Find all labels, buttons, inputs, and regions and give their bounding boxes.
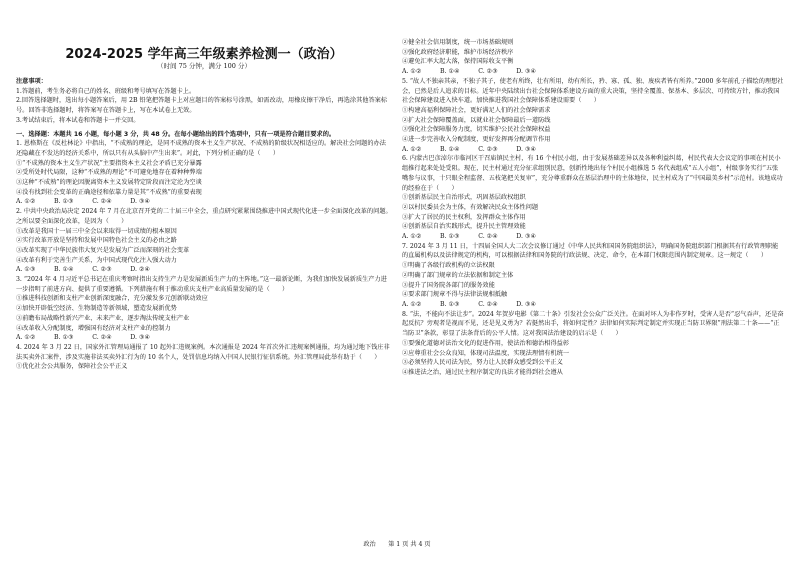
option: ④创新基层自治实践形式，提升民主管理效能 [402, 223, 526, 231]
left-column [16, 0, 392, 372]
option: ③改革实现了中华民族伟大复兴是发展为广泛而深刻的社会变革 [16, 246, 190, 254]
option: ①改革是我国十一届三中全会以来取得一切成绩的根本原因 [16, 227, 177, 235]
question-stem: 7. 2024 年 3 月 11 日，十四届全国人大二次会议修订通过《中华人民共和国国务院组织法》，明确国务院组织部门根据其有行政管理职能的直属机构以及法律规定的机构，可以根据法律和国务院的行政法规、决定、命令，在本部门权限范围内制定规章。这一规定（ ） [402, 242, 779, 260]
option: ④没有找到社会变革的正确途径和依靠力量是其“不成熟”的重要表现 [16, 188, 202, 196]
question-stem: 3. “2024 年 4 月习近平总书记在重庆考察时指出支持生产力是发展新质生产力的主阵地。”这一最新论断，为我们加快发展新质生产力进一步指明了前进方向、提供了重要遵循。下列措施有利于推动重庆支柱产业高质量发展的是（ ） [16, 276, 387, 293]
question-stem: 8. “法，不能向不法让步”。2024 年贺岁电影《第二十条》引发社会公众广泛关注。在面对坏人为非作歹时，受害人是否“忍气吞声，还是奋起反抗？旁观者是视而不见，还是见义勇为？若挺然出手，将如何定性？法律如何实际判定制定并实现正当防卫界限”刑法第二十条——“正当防卫”条款，彰显了法条背后的公平人情。这对我国法治建设的启示是（ ） [402, 310, 784, 338]
option: ②受所处时代局限，这种“不成熟的理论”不可避免地存在着种种弊端 [16, 169, 202, 177]
option: ③必须坚持人民司法为民，努力让人民群众感受到公平正义 [402, 359, 563, 367]
exam-subtitle: （时间 75 分钟，满分 100 分） [157, 62, 251, 70]
option: ③前瞻布局战略性新兴产业、未来产业，逐步淘汰传统支柱产业 [16, 314, 190, 322]
option: ④改革收入分配制度，增强国有经济对支柱产业的控制力 [16, 324, 171, 332]
answer-choices: A. ①③ B. ①④ C. ②③ D. ②④ [16, 266, 151, 274]
question-stem: 4. 2024 年 3 月 22 日，国家外汇管理局通报了 10 起外汇违规案例。本次通报是 2024 年首次外汇违规案例通报，均为通过地下钱庄非法买卖外汇案件，涉及实施非法买卖外汇行为的 10 名个人，处罚信息均纳入中国人民银行征信系统。外汇管理局此举有助于（ ） [16, 343, 390, 361]
question-stem: 6. 内蒙古巴彦淖尔市临河区干召庙镇民主村，有 16 个村民小组，由于发展基础差异以及各种利益纠葛，村民代表大会议定的事项在村民小组推行起来处处受阻。现在，民主村通过充分征求组别民意，创新性地出每个村民小组推选 5 名代表组成“五人小组”，村级事务实行“五张嘴参与议事，十只眼全程监督、五枝笔把关复审”，充分尊重群众在基层治理中的主体地位，民主村成为了“中国最美乡村”示范村。该地成功的经验在于（ ） [402, 155, 783, 192]
question-8 [402, 310, 784, 378]
option: ①推进科技创新和支柱产业创新深度融合，充分激发多元创新联动效应 [16, 295, 208, 303]
option: ②加快开辟低空经济、生物制造等新领域，塑造发展新优势 [16, 305, 177, 313]
option: ②扩大社会保障覆盖面，以就业社会保障最后一道防线 [402, 116, 551, 124]
option: ④要求部门规章不得与法律法规相抵触 [402, 291, 508, 299]
answer-choices: A. ①② B. ①③ C. ②④ D. ③④ [402, 300, 537, 308]
option: ③这种“不成熟”的理论因脱离资本主义发展特定阶段而注定沦为空谈 [16, 179, 202, 187]
right-column [402, 38, 784, 378]
option: ②健全社会信用制度，统一市场基础规则 [402, 39, 514, 46]
answer-choices: A. ①② B. ①③ C. ②④ D. ③④ [16, 334, 151, 342]
option: ②实行改革开放是坚持和发展中国特色社会主义的必由之路 [16, 237, 177, 245]
question-stem: 5. “故人不独亲其亲，不独子其子，使老有所终，壮有所用，幼有所长，矜、寡、孤、独、废疾者皆有所养。”2000 多年前孔子描绘的理想社会，已然是后人追求的目标。近年中央陆续出台社会保障体系建设方面的重大决策，坚持全覆盖、保基本、多层次、可持续方针，推动我国社会保障建设进入快车道。加快推进我国社会保障体系建设需要（ ） [402, 77, 784, 105]
question-3 [16, 275, 392, 343]
question-6 [402, 154, 784, 241]
option: ③提升了国务院各部门的服务效能 [402, 281, 495, 289]
page-footer: 政治 第 1 页 共 4 页 [363, 541, 431, 548]
notice-2: 2.回答选择题时，选出每小题答案后，用 2B 铅笔把答题卡上对应题目的答案标号涂黑，如需改动，用橡皮擦干净后，再选涂其他答案标号。回答非选择题时，将答案写在答题卡上，写在本试卷上无效。 [16, 97, 388, 115]
option: ③强化政府经济职能，维护市场经济秩序 [402, 48, 514, 56]
option: ①明确了各级行政机构的立法权限 [402, 262, 495, 270]
option: ④推进法之治，通过民主程序制定的良法才能得到社会遵从 [402, 368, 563, 376]
answer-choices: A. ①② B. ①④ C. ②③ D. ③④ [402, 68, 537, 76]
question-stem: 2. 中共中央政治局决定 2024 年 7 月在北京召开党的二十届三中全会，重点研究紧紧围绕推进中国式现代化进一步全面深化改革的问题。之所以要全面深化改革，是因为（ ） [16, 208, 392, 225]
question-2 [16, 207, 392, 275]
option: ②以村民委员会为主体，有效解决民众主体性问题 [402, 203, 539, 211]
question-1 [16, 139, 392, 207]
question-stem: 1. 恩格斯在《反杜林论》中指出，“不成熟的理论，是同不成熟的资本主义生产状况、不成熟的阶级状况相适应的。解决社会问题的办法还隐藏在不发达的经济关系中，所以只有从头脑中产生出来”。对此，下列分析正确的是（ ） [16, 140, 386, 157]
option: ②应尊重社会公众良知，体现司法温度，实现法理情有机统一 [402, 349, 570, 357]
option: ①要强化道德对法治文化的促进作用，使法治和德治相得益彰 [402, 339, 570, 347]
option: ④改革有利于完善生产关系，为中国式现代化注入强大动力 [16, 256, 177, 264]
option: ①创新基层民主自治形式，巩固基层政权组织 [402, 194, 526, 202]
option: ②明确了部门规章的立法依据和制定主体 [402, 271, 514, 279]
section-heading: 一、选择题：本题共 16 小题，每小题 3 分，共 48 分。在每小题给出的四个选项中，只有一项是符合题目要求的。 [16, 130, 336, 138]
notice-3: 3.考试结束后，将本试卷和答题卡一并交回。 [16, 116, 140, 124]
question-7 [402, 242, 784, 310]
question-5 [402, 77, 784, 155]
answer-choices: A. ①② B. ①③ C. ②④ D. ③④ [402, 233, 537, 241]
option: ④进一步完善收入分配制度，更好发挥再分配调节作用 [402, 136, 551, 144]
page-title: 2024-2025 学年高三年级素养检测一（政治） [65, 47, 343, 62]
option: ③扩大了居民的民主权利，发挥群众主体作用 [402, 213, 526, 221]
notice-1: 1.答题前，考生务必将自己的姓名、班级和考号填写在答题卡上。 [16, 87, 196, 95]
option: ③强化社会保障服务力度，切实维护公民社会保障权益 [402, 126, 551, 134]
option: ④避免汇率大起大落，保持国际收支平衡 [402, 58, 514, 66]
option: ①“不成熟的资本主义生产状况”主要指资本主义社会矛盾已充分暴露 [16, 159, 202, 167]
notice-heading: 注意事项： [16, 78, 47, 85]
option: ①构建高福利保障社会，更好满足人们的社会保障需求 [402, 106, 551, 114]
answer-choices: A. ①② B. ①③ C. ②④ D. ③④ [16, 198, 151, 206]
answer-choices: A. ①② B. ①④ C. ②③ D. ③④ [402, 145, 537, 153]
option: ①优化社会公共服务，保障社会公平正义 [16, 363, 128, 371]
question-4 [16, 343, 392, 372]
